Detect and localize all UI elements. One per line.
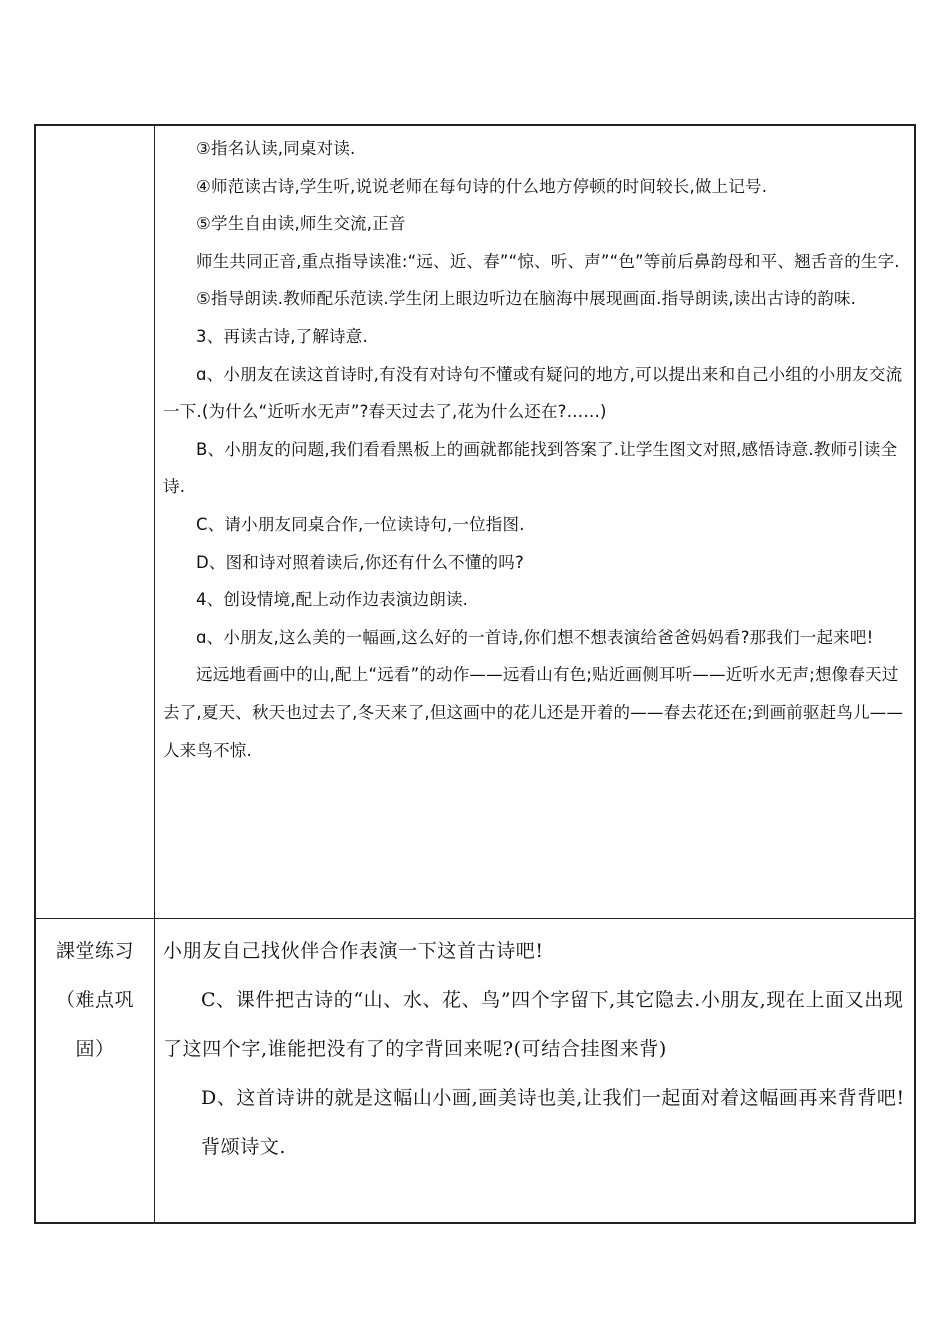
- class-exercise-label-cell: [36, 919, 155, 1222]
- paragraph: 背颂诗文.: [201, 1136, 287, 1158]
- paragraph: 3、再读古诗,了解诗意.: [196, 326, 368, 346]
- paragraph: ɑ、小朋友在读这首诗时,有没有对诗句不懂或有疑问的地方,可以提出来和自己小组的小朋友交流一下.(为什么“近听水无声”?春天过去了,花为什么还在?……): [163, 364, 903, 422]
- lesson-plan-table: [34, 124, 916, 1224]
- paragraph: 远远地看画中的山,配上“远看”的动作——远看山有色;贴近画侧耳听——近听水无声;想像春天过去了,夏天、秋天也过去了,冬天来了,但这画中的花儿还是开着的——春去花还在;到画前驱赶鸟儿——人来鸟不惊.: [163, 665, 904, 760]
- paragraph: ɑ、小朋友,这么美的一幅画,这么好的一首诗,你们想不想表演给爸爸妈妈看?那我们一起来吧!: [196, 627, 874, 647]
- label-line: （难点巩: [55, 989, 134, 1011]
- teaching-process-row: [36, 126, 914, 918]
- paragraph: D、图和诗对照着读后,你还有什么不懂的吗?: [196, 552, 524, 572]
- teaching-process-label-cell: [36, 126, 155, 918]
- paragraph: ④师范读古诗,学生听,说说老师在每句诗的什么地方停顿的时间较长,做上记号.: [196, 176, 768, 196]
- paragraph: ⑤学生自由读,师生交流,正音: [196, 214, 406, 234]
- paragraph: C、课件把古诗的“山、水、花、鸟”四个字留下,其它隐去.小朋友,现在上面又出现了这四个字,谁能把没有了的字背回来呢?(可结合挂图来背): [163, 989, 904, 1060]
- class-exercise-content-cell: [155, 919, 914, 1222]
- paragraph: 师生共同正音,重点指导读准:“远、近、春”“惊、听、声”“色”等前后鼻韵母和平、翘舌音的生字.: [196, 251, 900, 271]
- paragraph: ③指名认读,同桌对读.: [196, 139, 356, 158]
- paragraph: C、请小朋友同桌合作,一位读诗句,一位指图.: [196, 514, 525, 534]
- paragraph: ⑤指导朗读.教师配乐范读.学生闭上眼边听边在脑海中展现画面.指导朗读,读出古诗的韵味.: [196, 289, 857, 309]
- label-line: 課堂练习: [55, 940, 134, 962]
- class-exercise-row: [36, 918, 914, 1222]
- paragraph: 4、创设情境,配上动作边表演边朗读.: [196, 590, 469, 610]
- paragraph: B、小朋友的问题,我们看看黑板上的画就都能找到答案了.让学生图文对照,感悟诗意.教师引读全诗.: [163, 439, 898, 497]
- paragraph: 小朋友自己找伙伴合作表演一下这首古诗吧!: [163, 940, 544, 962]
- teaching-process-content-cell: [155, 126, 914, 918]
- class-exercise-label: [36, 919, 154, 1074]
- label-line: 固）: [75, 1038, 115, 1060]
- paragraph: D、这首诗讲的就是这幅山小画,画美诗也美,让我们一起面对着这幅画再来背背吧!: [201, 1087, 905, 1109]
